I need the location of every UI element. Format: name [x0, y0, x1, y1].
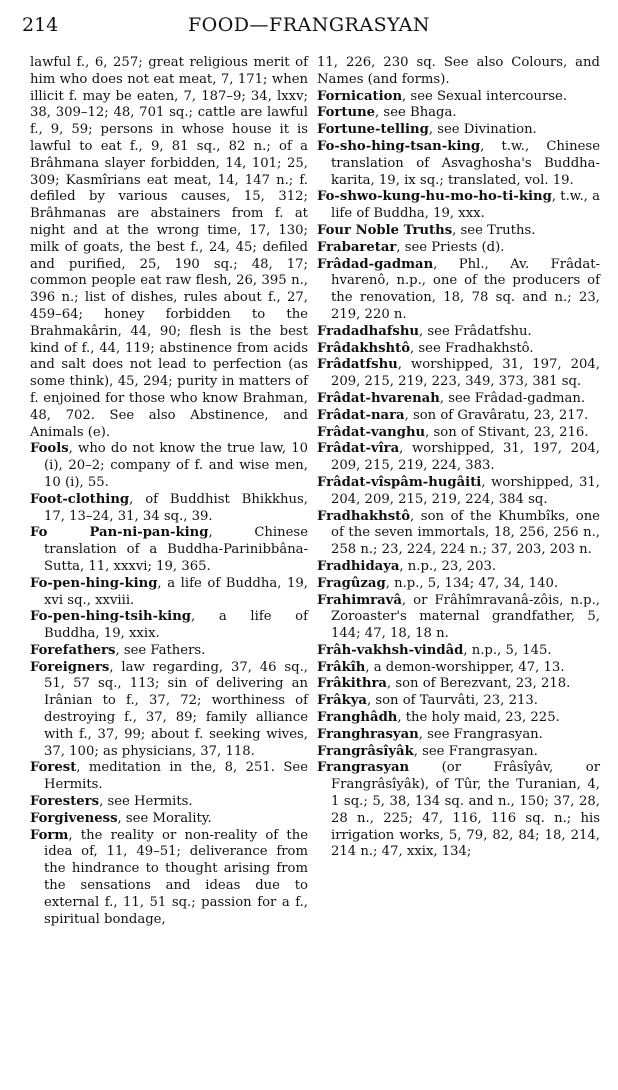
entry-text: , son of Taurvâti, 23, 213. [366, 693, 538, 709]
index-entry [30, 660, 308, 761]
index-entry [317, 760, 600, 861]
entry-headword: Frâdat-vîspâm-hugâiti [317, 474, 482, 490]
entry-text: , n.p., 5, 134; 47, 34, 140. [385, 575, 559, 591]
entry-headword: Frâkithra [317, 676, 387, 692]
index-entry [317, 559, 600, 576]
entry-text: , son of the Khumbîks, one of the seven immortals, 18, 256, 256 n., 258 n.; 23, 224, 224 n.; 37, 203, 203 n. [331, 508, 600, 558]
entry-headword: Frâkîh [317, 659, 366, 675]
entry-text: , the reality or non-reality of the idea of, 11, 49–51; deliverance from the hindrance to thought arising from the sensations and ideas due to external f., 11, 51 sq.; passion for a f., spiritual bondage, [44, 827, 308, 927]
index-entry [317, 643, 600, 660]
entry-text: , n.p., 5, 145. [463, 642, 552, 658]
entry-headword: Frâh-vakhsh-vindâd [317, 642, 464, 658]
index-entry [317, 727, 600, 744]
entry-text: , a life of Buddha, 19, xvi sq., xxviii. [44, 575, 308, 608]
entry-headword: Foresters [30, 794, 100, 810]
entry-text: , n.p., 23, 203. [399, 558, 497, 574]
entry-text: , Chinese translation of a Buddha-Parinibbâna-Sutta, 11, xxxvi; 19, 365. [44, 525, 308, 574]
entry-text: , or Frâhîmravanâ-zôis, n.p., Zoroaster's maternal grandfather, 5, 144; 47, 18, 18 n. [331, 592, 600, 642]
index-entry [317, 223, 600, 240]
entry-headword: Fo-sho-hing-tsan-king [317, 138, 481, 154]
index-entry [317, 240, 600, 257]
entry-headword: Frahimravâ [317, 592, 402, 608]
entry-text: , worshipped, 31, 197, 204, 209, 215, 219, 224, 383. [331, 441, 600, 474]
index-entry [317, 576, 600, 593]
index-entry [317, 89, 600, 106]
entry-text: , worshipped, 31, 197, 204, 209, 215, 219, 223, 349, 373, 381 sq. [331, 357, 600, 390]
entry-headword: Fo Pan-ni-pan-king [30, 525, 209, 541]
index-entry [30, 828, 308, 929]
entry-text: , son of Stivant, 23, 216. [425, 424, 589, 440]
left-column [30, 55, 308, 928]
entry-text: , son of Gravâratu, 23, 217. [404, 407, 589, 423]
index-entry [317, 189, 600, 223]
index-entry [317, 425, 600, 442]
entry-text: , worshipped, 31, 204, 209, 215, 219, 224, 384 sq. [331, 474, 600, 507]
entry-text: , see Priests (d). [396, 239, 505, 255]
entry-headword: Foreigners [30, 659, 110, 675]
entry-text: , see Frangrasyan. [413, 743, 538, 759]
entry-headword: Frâdat-hvarenah [317, 390, 440, 406]
entry-text: , see Frangrasyan. [418, 726, 543, 742]
page-header [22, 14, 596, 40]
right-column [317, 55, 600, 861]
entry-text: lawful f., 6, 257; great religious merit of him who does not eat meat, 7, 171; when illicit f. may be eaten, 7, 187–9; 34, lxxv; 38, 309–12; 48, 701 sq.; cattle are lawful f., 9, 59; persons in whose house it is lawful to eat f., 9, 81 sq., 82 n.; of a Brâhmana slayer forbidden, 14, 101; 25, 309; Kasmîrians eat meat, 14, 147 n.; f. defiled by various causes, 15, 312; Brâhmanas are abstainers from f. at night and at the wrong time, 17, 130; milk of goats, the best f., 24, 45; defiled and purified, 25, 190 sq.; 48, 17; common people eat raw flesh, 26, 395 n., 396 n.; list of dishes, rules about f., 27, 459–64; honey forbidden to the Brahmakârin, 44, 90; flesh is the best kind of f., 44, 119; abstinence from acids and salt does not lead to perfection (as some think), 45, 294; purity in matters of f. enjoined for those who know Brahman, 48, 702. See also Abstinence, and Animals (e). [30, 55, 308, 440]
entry-text: , see Truths. [452, 222, 536, 238]
index-entry [30, 576, 308, 610]
entry-headword: Fortune-telling [317, 122, 429, 138]
entry-headword: Fo-pen-hing-king [30, 575, 158, 591]
entry-headword: Frâdakhshtô [317, 340, 411, 356]
entry-headword: Forefathers [30, 642, 116, 658]
entry-text: , a demon-worshipper, 47, 13. [365, 659, 565, 675]
entry-text: (or Frâsîyâv, or Frangrâsîyâk), of Tûr, the Turanian, 4, 1 sq.; 5, 38, 134 sq. and n., 150; 37, 28, 28 n., 225; 47, 116, 116 sq. n.; his irrigation works, 5, 79, 82, 84; 18, 214, 214 n.; 47, xxix, 134; [331, 760, 600, 860]
entry-headword: Fo-pen-hing-tsih-king [30, 609, 192, 625]
index-entry [30, 794, 308, 811]
index-entry [317, 593, 600, 643]
entry-text: , see Frâdatfshu. [419, 323, 532, 339]
entry-headword: Four Noble Truths [317, 222, 453, 238]
index-entry [317, 341, 600, 358]
entry-headword: Fortune [317, 105, 376, 121]
index-entry [317, 441, 600, 475]
index-entry [30, 492, 308, 526]
running-head: FOOD—FRANGRASYAN [187, 14, 431, 36]
index-entry [30, 811, 308, 828]
index-entry [317, 408, 600, 425]
entry-headword: Frangrasyan [317, 760, 410, 776]
entry-headword: Frabaretar [317, 239, 397, 255]
entry-text: , a life of Buddha, 19, xxix. [44, 609, 308, 642]
entry-headword: Franghâdh [317, 710, 398, 726]
entry-headword: Fo-shwo-kung-hu-mo-ho-ti-king [317, 189, 552, 205]
index-entry [317, 357, 600, 391]
entry-text: , who do not know the true law, 10 (i), 20–2; company of f. and wise men, 10 (i), 55. [44, 441, 308, 490]
entry-headword: Frâdad-gadman [317, 256, 434, 272]
entry-headword: Fradhidaya [317, 558, 400, 574]
index-entry [317, 105, 600, 122]
index-entry [317, 676, 600, 693]
entry-text: , Phl., Av. Frâdat-hvarenô, n.p., one of the producers of the renovation, 18, 78 sq. and n.; 23, 219, 220 n. [331, 256, 600, 322]
entry-text: , t.w., a life of Buddha, 19, xxx. [331, 189, 600, 222]
entry-headword: Franghrasyan [317, 726, 419, 742]
entry-headword: Frâdat-vîra [317, 441, 400, 457]
entry-headword: Fragûzag [317, 575, 386, 591]
entry-headword: Forgiveness [30, 810, 118, 826]
entry-text: , see Bhaga. [375, 105, 457, 121]
entry-headword: Frâdat-nara [317, 407, 405, 423]
entry-text: , see Sexual intercourse. [402, 88, 568, 104]
entry-text: , see Morality. [117, 810, 212, 826]
index-entry [317, 257, 600, 324]
index-entry [317, 509, 600, 559]
entry-text: 11, 226, 230 sq. See also Colours, and Names (and forms). [317, 55, 600, 87]
entry-text: , meditation in the, 8, 251. See Hermits. [44, 760, 308, 793]
entry-text: , see Fathers. [115, 642, 206, 658]
index-entry [317, 391, 600, 408]
entry-text: , law regarding, 37, 46 sq., 51, 57 sq., 113; sin of delivering an Irânian to f., 37, 72; worthiness of destroying f., 37, 89; family alliance with f., 37, 99; about f. seeking wives, 37, 100; as physicians, 37, 118. [44, 659, 308, 759]
index-entry [30, 55, 308, 441]
index-entry [317, 660, 600, 677]
entry-headword: Frâdatfshu [317, 357, 398, 373]
entry-headword: Fornication [317, 88, 403, 104]
index-entry [30, 760, 308, 794]
index-entry [30, 441, 308, 491]
index-entry [30, 643, 308, 660]
index-entry [30, 525, 308, 575]
entry-headword: Form [30, 827, 69, 843]
entry-text: , of Buddhist Bhikkhus, 17, 13–24, 31, 34 sq., 39. [44, 491, 308, 524]
entry-text: , the holy maid, 23, 225. [397, 710, 560, 726]
entry-headword: Frâkya [317, 693, 367, 709]
entry-headword: Foot-clothing [30, 491, 130, 507]
index-entry [317, 122, 600, 139]
index-entry [317, 475, 600, 509]
index-entry [317, 744, 600, 761]
entry-headword: Fradhakhstô [317, 508, 411, 524]
entry-text: , see Divination. [428, 122, 537, 138]
index-entry [30, 609, 308, 643]
entry-text: , t.w., Chinese translation of Asvaghosha's Buddha-karita, 19, ix sq.; translated, vol. 19. [331, 138, 600, 188]
entry-headword: Frangrâsîyâk [317, 743, 414, 759]
entry-text: , son of Berezvant, 23, 218. [386, 676, 571, 692]
index-entry [317, 693, 600, 710]
page-number: 214 [22, 14, 59, 36]
entry-text: , see Frâdad-gadman. [439, 390, 586, 406]
index-entry [317, 55, 600, 89]
entry-headword: Frâdat-vanghu [317, 424, 426, 440]
entry-text: , see Fradhakhstô. [410, 340, 534, 356]
index-entry [317, 139, 600, 189]
entry-headword: Fools [30, 441, 69, 457]
entry-headword: Fradadhafshu [317, 323, 420, 339]
entry-text: , see Hermits. [99, 794, 193, 810]
index-entry [317, 324, 600, 341]
entry-headword: Forest [30, 760, 77, 776]
index-entry [317, 710, 600, 727]
